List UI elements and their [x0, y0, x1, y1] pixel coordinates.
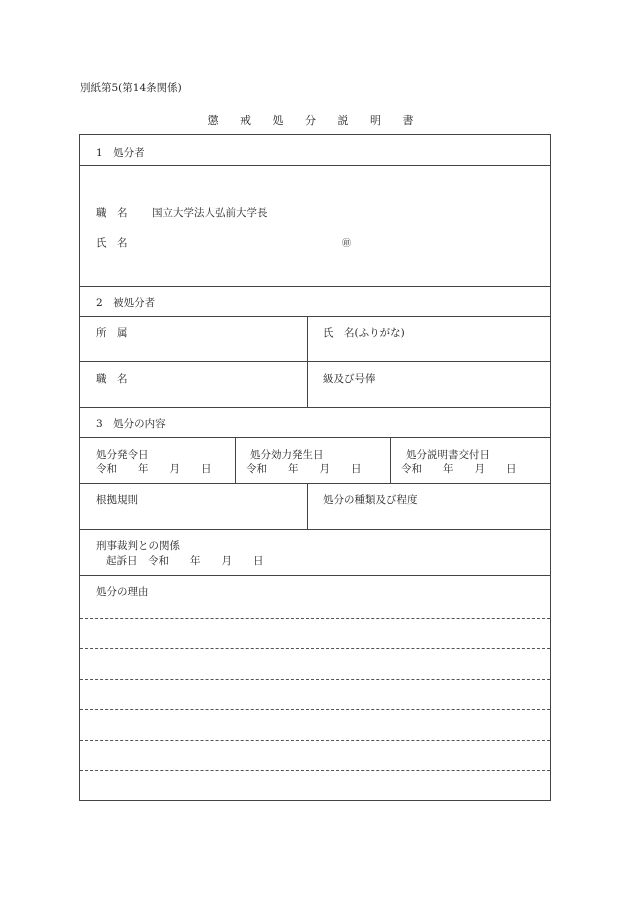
section1-heading: 1 処分者	[96, 147, 145, 159]
section3-heading: 3 処分の内容	[96, 418, 166, 430]
discipliner-title-label: 職 名	[96, 207, 128, 219]
seal-mark: ㊞	[342, 239, 352, 249]
subject-name-label: 氏 名(ふりがな)	[323, 327, 405, 339]
reason-line	[80, 709, 550, 710]
reason-line	[80, 770, 550, 771]
divider	[80, 483, 550, 484]
reason-line	[80, 740, 550, 741]
reason-label: 処分の理由	[96, 586, 149, 598]
divider	[80, 437, 550, 438]
disciplinary-form	[79, 134, 551, 801]
criminal-trial-label: 刑事裁判との関係	[96, 540, 180, 552]
effective-date-value: 令和 年 月 日	[246, 463, 362, 475]
delivery-date-value: 令和 年 月 日	[401, 463, 517, 475]
grade-label: 級及び号俸	[323, 373, 376, 385]
discipliner-name-label: 氏 名	[96, 237, 128, 249]
column-divider	[307, 483, 308, 529]
position-label: 職 名	[96, 373, 128, 385]
divider	[80, 316, 550, 317]
discipliner-title-value: 国立大学法人弘前大学長	[152, 207, 268, 219]
column-divider	[235, 437, 236, 483]
affiliation-label: 所 属	[96, 327, 128, 339]
reason-line	[80, 648, 550, 649]
order-date-value: 令和 年 月 日	[96, 463, 212, 475]
divider	[80, 165, 550, 166]
reason-line	[80, 618, 550, 619]
effective-date-label: 処分効力発生日	[250, 449, 324, 461]
document-title: 懲 戒 処 分 説 明 書	[207, 114, 423, 127]
section2-heading: 2 被処分者	[96, 297, 156, 309]
order-date-label: 処分発令日	[96, 449, 149, 461]
annex-label: 別紙第5(第14条関係)	[80, 82, 182, 94]
divider	[80, 575, 550, 576]
reason-line	[80, 679, 550, 680]
basis-rule-label: 根拠規則	[96, 494, 138, 506]
divider	[80, 529, 550, 530]
indictment-date-line: 起訴日 令和 年 月 日	[106, 555, 264, 567]
divider	[80, 407, 550, 408]
column-divider	[390, 437, 391, 483]
divider	[80, 361, 550, 362]
divider	[80, 286, 550, 287]
discipline-type-label: 処分の種類及び程度	[323, 494, 418, 506]
delivery-date-label: 処分説明書交付日	[406, 449, 490, 461]
